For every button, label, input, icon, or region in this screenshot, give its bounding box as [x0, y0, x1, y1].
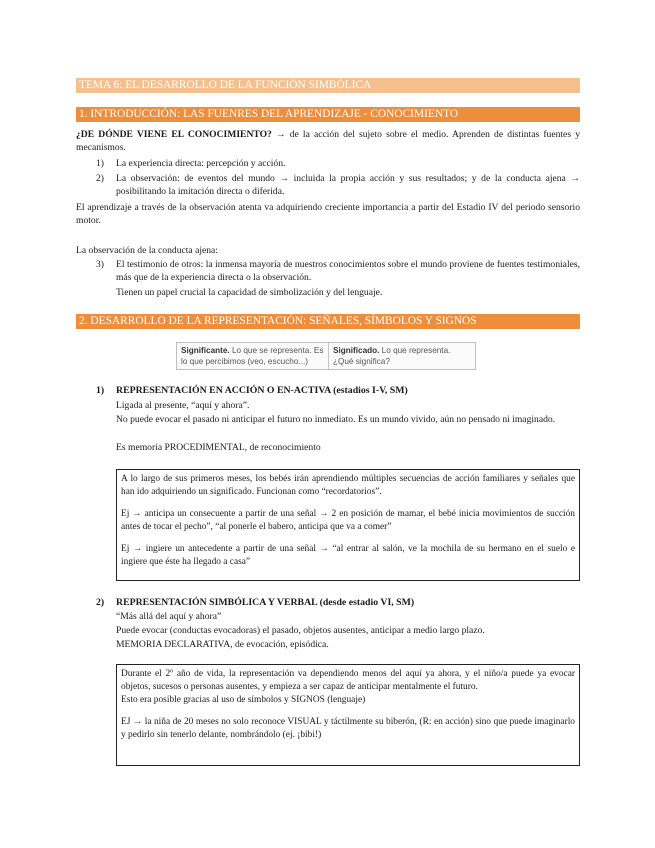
representation-1-line-1: Ligada al presente, “aquí y ahora”. — [116, 400, 250, 411]
representation-1-line-3: Es memoria PROCEDIMENTAL, de reconocimiento — [116, 442, 321, 453]
box-2-paragraph-1: Durante el 2º año de vida, la representación va dependiendo menos del aquí ya ahora, y el niño/a puede ya evocar objetos, sucesos o personas ausentes, y empieza a ser capaz de anticipar mentalmente el futuro. — [121, 669, 575, 692]
signifier-label: Significante. — [181, 346, 230, 355]
representation-2-line-1: “Más allá del aquí y ahora” — [116, 611, 222, 622]
list-item-1-number: 1) — [96, 158, 104, 169]
box-2-paragraph-2: Esto era posible gracias al uso de símbolos y SIGNOS (lenguaje) — [121, 695, 366, 705]
list-item-1: La experiencia directa: percepción y acción. — [116, 158, 286, 169]
representation-2-heading: REPRESENTACIÓN SIMBÓLICA Y VERBAL (desde estadio VI, SM) — [116, 597, 415, 608]
list-item-2-number: 2) — [96, 173, 104, 184]
representation-2-example-box — [116, 664, 580, 766]
knowledge-question-answer: → de la acción del sujeto sobre el medio. Aprenden de distintas fuentes y mecanismos. — [76, 129, 580, 153]
section-2-heading-bar — [76, 314, 580, 329]
section-1-heading-bar — [76, 107, 580, 122]
observation-paragraph: El aprendizaje a través de la observación atenta va adquiriendo creciente importancia a partir del Estadio IV del periodo sensorio motor. — [76, 202, 580, 226]
representation-1-line-2: No puede evocar el pasado ni anticipar el futuro no inmediato. Es un mundo vivido, aún no pensado ni imaginado. — [116, 414, 556, 425]
document-title-bar — [76, 78, 580, 93]
representation-1-example-box — [116, 469, 580, 581]
representation-2-number: 2) — [96, 597, 105, 608]
knowledge-question: ¿DE DÓNDE VIENE EL CONOCIMIENTO? — [76, 129, 272, 140]
signified-description: Lo que representa. ¿Qué significa? — [333, 346, 451, 366]
signified-label: Significado. — [333, 346, 380, 355]
signifier-description: Lo que se representa. Es lo que percibimos (veo, escucho...) — [181, 346, 324, 366]
representation-2-line-2: Puede evocar (conductas evocadoras) el pasado, objetos ausentes, anticipar a medio largo plazo. — [116, 625, 485, 636]
representation-2-line-3: MEMORIA DECLARATIVA, de evocación, episódica. — [116, 639, 329, 650]
knowledge-question-paragraph — [76, 128, 580, 154]
representation-1-heading: REPRESENTACIÓN EN ACCIÓN O EN-ACTIVA (estadios I-V, SM) — [116, 385, 408, 396]
signifier-signified-table — [176, 342, 476, 370]
section-1-heading: 1. INTRODUCCIÓN: LAS FUENRES DEL APRENDIZAJE - CONOCIMIENTO — [79, 108, 459, 120]
box-2-paragraph-3: EJ → la niña de 20 meses no solo reconoce VISUAL y táctilmente su biberón, (R: en acción) sino que puede imaginarlo y pedirlo sin tenerlo delante, nombrándolo (ej. ¡bibi!) — [121, 717, 575, 740]
section-2-heading: 2. DESARROLLO DE LA REPRESENTACIÓN: SEÑALES, SÍMBOLOS Y SIGNOS — [79, 315, 477, 327]
list-item-3-number: 3) — [96, 259, 104, 270]
box-1-paragraph-3: Ej → ingiere un antecedente a partir de una señal → “al entrar al salón, ve la mochila de su hermano en el suelo e ingiere que éste ha llegado a casa” — [121, 544, 575, 567]
representation-1-number: 1) — [96, 385, 105, 396]
box-1-paragraph-1: A lo largo de sus primeros meses, los bebés irán aprendiendo múltiples secuencias de acción familiares y señales que han ido adquiriendo un significado. Funcionan como “recordatorios”. — [121, 474, 575, 497]
document-title: TEMA 6: EL DESARROLLO DE LA FUNCIÓN SIMBÓLICA — [79, 79, 372, 91]
observation-of-others-label: La observación de la conducta ajena: — [76, 245, 218, 256]
signified-cell — [329, 343, 475, 369]
list-item-2: La observación: de eventos del mundo → incluida la propia acción y sus resultados; y de la conducta ajena → posibilitando la imitación directa o diferida. — [116, 173, 580, 197]
list-item-3-note: Tienen un papel crucial la capacidad de simbolización y del lenguaje. — [116, 287, 383, 298]
signifier-cell — [177, 343, 329, 369]
list-item-3: El testimonio de otros: la inmensa mayoría de nuestros conocimientos sobre el mundo proviene de fuentes testimoniales, más que de la experiencia directa o la observación. — [116, 259, 580, 283]
box-1-paragraph-2: Ej → anticipa un consecuente a partir de una señal → 2 en posición de mamar, el bebé inicia movimientos de succión antes de tocar el pecho”, “al ponerle el babero, anticipa que va a comer” — [121, 509, 575, 532]
